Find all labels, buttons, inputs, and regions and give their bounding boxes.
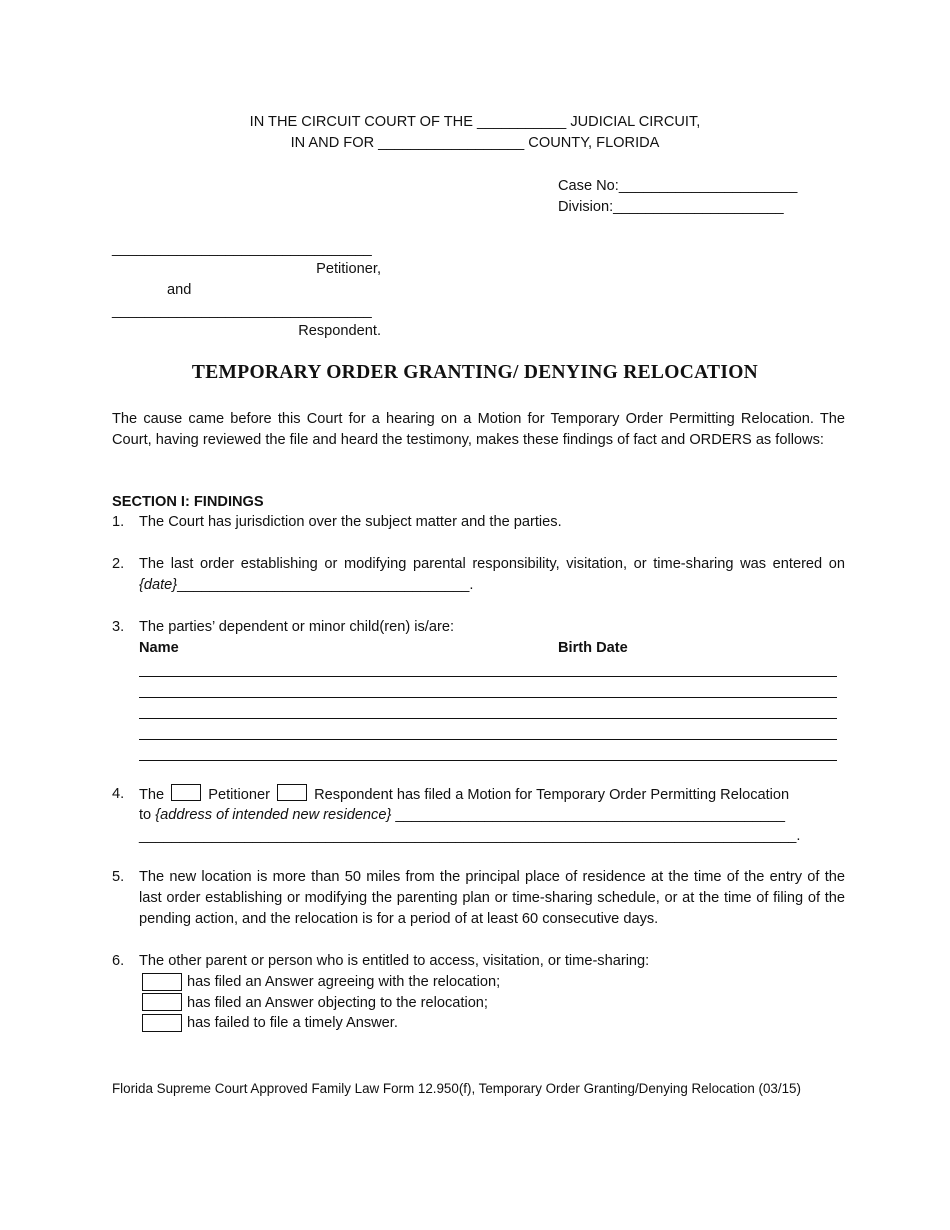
item-6-number: 6. bbox=[112, 953, 125, 969]
new-residence-address-field[interactable]: ________________________________________________ bbox=[395, 807, 785, 823]
division-field[interactable]: Division:_____________________ bbox=[558, 199, 784, 215]
document-title: TEMPORARY ORDER GRANTING/ DENYING RELOCATION bbox=[191, 362, 759, 383]
child-entry-line-4[interactable] bbox=[139, 739, 837, 740]
item-4-text bbox=[139, 784, 845, 806]
petitioner-name-line[interactable]: ________________________________ bbox=[112, 241, 372, 257]
no-answer-checkbox[interactable] bbox=[142, 1014, 182, 1032]
item-2-text bbox=[139, 554, 845, 596]
item-4-the: The bbox=[139, 787, 165, 803]
order-date-field[interactable]: ____________________________________. bbox=[177, 577, 474, 593]
form-footer: Florida Supreme Court Approved Family Law Form 12.950(f), Temporary Order Granting/Denying Relocation (03/15) bbox=[112, 1081, 801, 1096]
item-1-text: The Court has jurisdiction over the subject matter and the parties. bbox=[139, 514, 562, 530]
item-4-to: to bbox=[139, 807, 152, 823]
item-5-text: The new location is more than 50 miles from the principal place of residence at the time of the entry of the last order establishing or modifying the parenting plan or time-sharing schedule, or at the time of filing of the pending action, and the relocation is for a period of at least 60 consecutive days. bbox=[139, 869, 845, 927]
petitioner-option-label: Petitioner bbox=[208, 787, 270, 803]
item-2-number: 2. bbox=[112, 556, 125, 572]
answer-objecting-checkbox[interactable] bbox=[142, 993, 182, 1011]
respondent-checkbox[interactable] bbox=[277, 784, 307, 801]
petitioner-checkbox[interactable] bbox=[171, 784, 201, 801]
child-entry-line-2[interactable] bbox=[139, 697, 837, 698]
item-1-number: 1. bbox=[112, 514, 125, 530]
petitioner-label: Petitioner, bbox=[316, 261, 381, 277]
item-4-address-line bbox=[139, 805, 785, 825]
answer-agreeing-label: has filed an Answer agreeing with the relocation; bbox=[187, 974, 501, 990]
answer-agreeing-checkbox[interactable] bbox=[142, 973, 182, 991]
child-entry-line-5[interactable] bbox=[139, 760, 837, 761]
answer-objecting-label: has filed an Answer objecting to the relocation; bbox=[187, 995, 488, 1011]
respondent-label: Respondent. bbox=[298, 323, 381, 339]
court-line-1: IN THE CIRCUIT COURT OF THE ___________ JUDICIAL CIRCUIT, bbox=[249, 114, 701, 130]
item-2-statement: The last order establishing or modifying parental responsibility, visitation, or time-sharing was entered on bbox=[139, 556, 845, 572]
respondent-name-line[interactable]: ________________________________ bbox=[112, 303, 372, 319]
item-5-number: 5. bbox=[112, 869, 125, 885]
and-label: and bbox=[167, 282, 192, 298]
item-6-text: The other parent or person who is entitled to access, visitation, or time-sharing: bbox=[139, 953, 650, 969]
respondent-option-label: Respondent has filed a Motion for Temporary Order Permitting Relocation bbox=[314, 787, 790, 803]
address-continuation-field[interactable]: _________________________________________________________________________________. bbox=[139, 828, 801, 844]
item-3-number: 3. bbox=[112, 619, 125, 635]
intro-paragraph: The cause came before this Court for a hearing on a Motion for Temporary Order Permitting Relocation. The Court, having reviewed the file and heard the testimony, makes these findings of fact and ORDERS as follows: bbox=[112, 411, 845, 448]
date-hint: {date} bbox=[139, 577, 178, 593]
child-entry-line-3[interactable] bbox=[139, 718, 837, 719]
address-hint: {address of intended new residence} bbox=[155, 807, 392, 823]
column-header-birth-date: Birth Date bbox=[558, 640, 628, 656]
case-number-field[interactable]: Case No:______________________ bbox=[558, 178, 798, 194]
column-header-name: Name bbox=[139, 640, 179, 656]
child-entry-line-1[interactable] bbox=[139, 676, 837, 677]
court-line-2: IN AND FOR __________________ COUNTY, FLORIDA bbox=[290, 135, 660, 151]
section-heading: SECTION I: FINDINGS bbox=[112, 494, 264, 510]
item-4-number: 4. bbox=[112, 786, 125, 802]
no-answer-label: has failed to file a timely Answer. bbox=[187, 1015, 398, 1031]
item-3-text: The parties’ dependent or minor child(ren) is/are: bbox=[139, 619, 454, 635]
